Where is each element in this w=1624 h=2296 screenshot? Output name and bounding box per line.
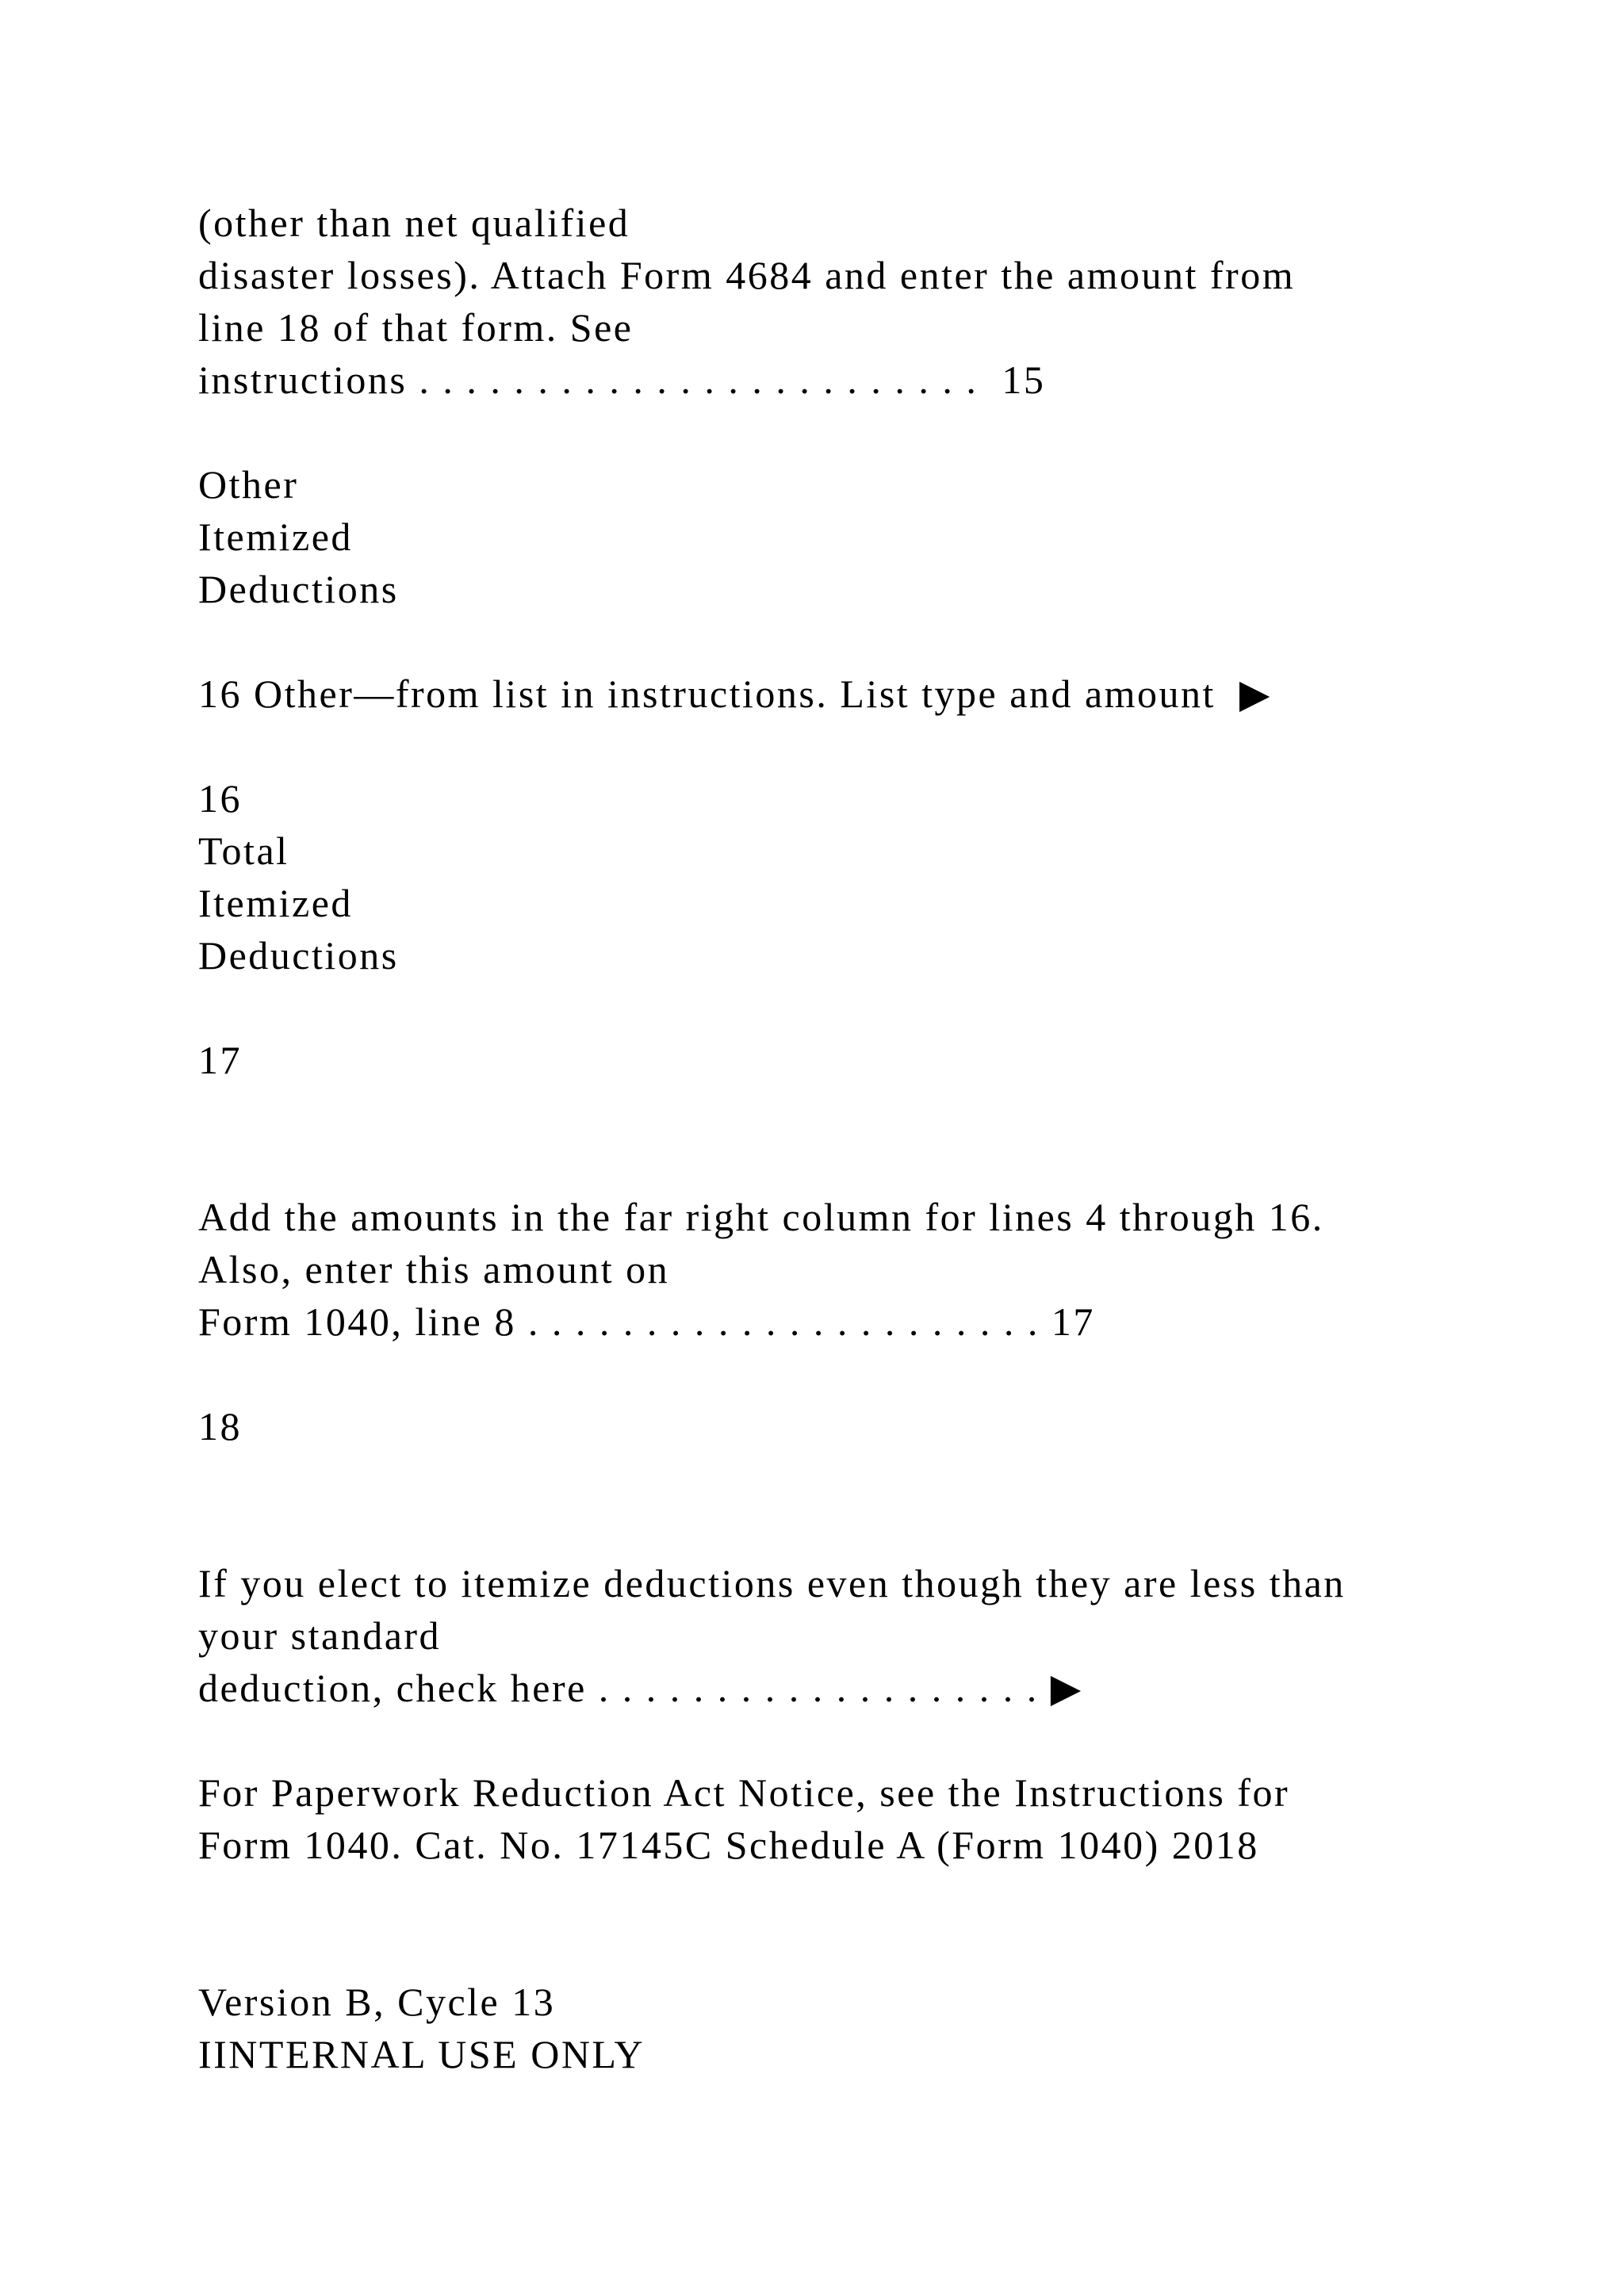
footer-notice-1: For Paperwork Reduction Act Notice, see the Instructions for	[198, 1770, 1290, 1815]
line-17-number: 17	[198, 1038, 242, 1082]
line-15-text-part2: disaster losses). Attach Form 4684 and enter the amount from	[198, 253, 1296, 297]
line-17-leader: Form 1040, line 8 . . . . . . . . . . . . . . . . . . . . . . 17	[198, 1299, 1095, 1344]
line-18-text-part2: your standard	[198, 1613, 442, 1658]
line-16-text: 16 Other—from list in instructions. List type and amount ▶	[198, 672, 1272, 716]
line-17-text-part1: Add the amounts in the far right column for lines 4 through 16.	[198, 1195, 1324, 1239]
line-15-leader: instructions . . . . . . . . . . . . . . . . . . . . . . . . 15	[198, 358, 1046, 402]
section-heading-total-3: Deductions	[198, 933, 399, 978]
section-heading-other-2: Itemized	[198, 515, 353, 559]
version-label: Version B, Cycle 13	[198, 1980, 556, 2024]
line-18-text-part1: If you elect to itemize deductions even though they are less than	[198, 1561, 1346, 1605]
line-15-text-part3: line 18 of that form. See	[198, 305, 634, 350]
line-18-number: 18	[198, 1404, 242, 1448]
line-18-leader: deduction, check here . . . . . . . . . . . . . . . . . . . ▶	[198, 1666, 1083, 1710]
line-17-text-part2: Also, enter this amount on	[198, 1247, 670, 1292]
internal-use-label: IINTERNAL USE ONLY	[198, 2032, 645, 2076]
section-heading-other-3: Deductions	[198, 567, 399, 611]
section-heading-other-1: Other	[198, 462, 299, 507]
line-15-text-part1: (other than net qualified	[198, 201, 630, 245]
section-heading-total-1: Total	[198, 828, 289, 873]
line-16-number: 16	[198, 776, 242, 821]
footer-notice-2: Form 1040. Cat. No. 17145C Schedule A (Form 1040) 2018	[198, 1823, 1259, 1867]
section-heading-total-2: Itemized	[198, 881, 353, 925]
